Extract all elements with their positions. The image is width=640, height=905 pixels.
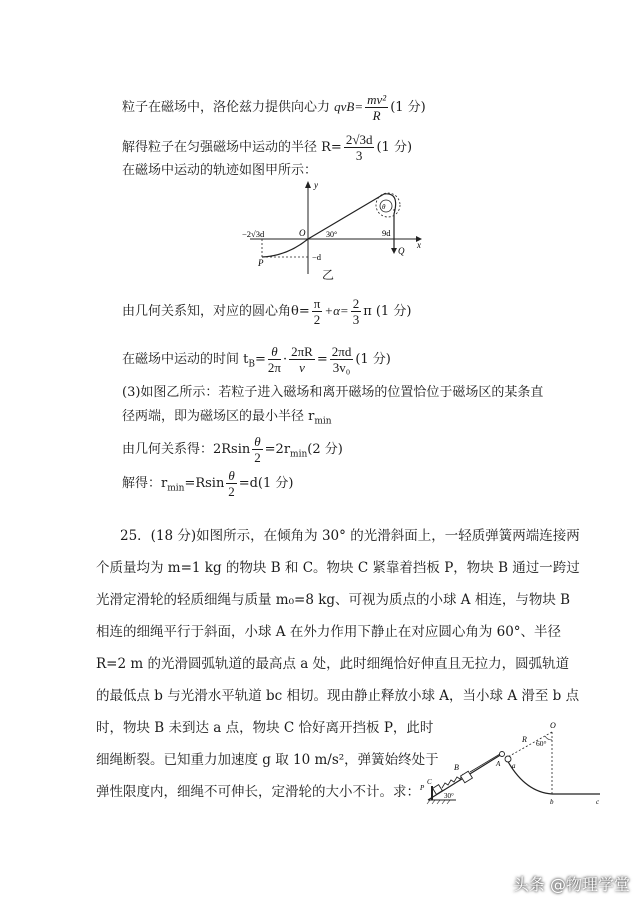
block-c bbox=[433, 785, 443, 795]
fraction bbox=[344, 132, 375, 163]
label-60: 60° bbox=[536, 739, 547, 748]
ball-a bbox=[505, 756, 511, 762]
fraction bbox=[226, 468, 236, 499]
y-axis-arrow bbox=[305, 181, 311, 188]
problem-line: 的最低点 b 与光滑水平轨道 bc 相切。现由静止释放小球 A，当小球 A 滑至 b 点 bbox=[96, 688, 580, 704]
numerator: 2πR bbox=[291, 344, 313, 359]
line-text: 由几何关系知，对应的圆心角θ= bbox=[122, 304, 310, 319]
operator: =2r bbox=[264, 442, 291, 457]
problem-line: 25．(18 分)如图所示，在倾角为 30° 的光滑斜面上，一轻质弹簧两端连接两 bbox=[120, 528, 580, 544]
line-tail: π (1 分) bbox=[363, 304, 412, 319]
label-b-block: B bbox=[454, 763, 459, 772]
line-text: 解得：r bbox=[122, 476, 168, 491]
angle-label: 30° bbox=[326, 230, 338, 239]
solution-line-8 bbox=[122, 434, 343, 465]
operator: +α= bbox=[324, 303, 349, 318]
label-o: O bbox=[550, 721, 556, 730]
score: (1 分) bbox=[376, 140, 413, 155]
y-label: y bbox=[314, 180, 318, 190]
straight-path bbox=[308, 194, 384, 239]
subscript: min bbox=[314, 416, 332, 427]
problem-line: 细绳断裂。已知重力加速度 g 取 10 m/s²，弹簧始终处于 bbox=[96, 752, 439, 768]
denominator: 3 bbox=[352, 312, 360, 327]
solution-line-5 bbox=[122, 344, 391, 375]
problem-line: R=2 m 的光滑圆弧轨道的最高点 a 处，此时细绳恰好伸直且无拉力，圆弧轨道 bbox=[96, 656, 570, 672]
trajectory-figure bbox=[242, 178, 432, 278]
denominator: 2π bbox=[267, 360, 281, 375]
x-end-label: 9d bbox=[382, 228, 391, 238]
line-text: 径两端，即为磁场区的最小半径 r bbox=[122, 409, 315, 424]
exit-arrow bbox=[391, 248, 397, 254]
solution-line-7 bbox=[122, 408, 332, 431]
label-c-point: c bbox=[596, 798, 600, 806]
line-text: 粒子在磁场中，洛伦兹力提供向心力 bbox=[122, 100, 335, 115]
neg-d-label: −d bbox=[312, 252, 322, 262]
operator: = bbox=[316, 352, 328, 367]
subscript: min bbox=[290, 449, 308, 460]
parabolic-path bbox=[262, 239, 308, 257]
operator: =Rsin bbox=[184, 476, 225, 491]
spring bbox=[442, 774, 463, 788]
fraction-1 bbox=[268, 344, 281, 375]
watermark: 头条 @物理学堂 bbox=[512, 875, 630, 894]
numerator: mv² bbox=[367, 92, 387, 107]
operator: = bbox=[254, 352, 266, 367]
fraction-1 bbox=[312, 296, 323, 327]
pulley bbox=[500, 752, 505, 757]
label-c: C bbox=[427, 778, 432, 786]
figure-caption: 乙 bbox=[322, 268, 335, 282]
subscript: min bbox=[167, 483, 185, 494]
label-a-point: a bbox=[512, 762, 516, 770]
ground-hatching bbox=[427, 800, 450, 804]
score: (2 分) bbox=[307, 442, 343, 457]
denominator: v bbox=[299, 360, 305, 375]
incline-figure bbox=[418, 718, 606, 808]
solution-line-2 bbox=[122, 132, 412, 163]
problem-line: 相连的细绳平行于斜面，小球 A 在外力作用下静止在对应圆心角为 60°、半径 bbox=[96, 624, 562, 640]
point-q-label: Q bbox=[398, 246, 405, 256]
x-label: x bbox=[417, 240, 421, 250]
equation-lhs: qvB= bbox=[334, 99, 364, 114]
problem-line: 时，物块 B 未到达 a 点，物块 C 恰好离开挡板 P，此时 bbox=[96, 720, 434, 736]
denominator: R bbox=[372, 108, 381, 123]
numerator: θ bbox=[254, 434, 261, 449]
problem-line: 弹性限度内，细绳不可伸长，定滑轮的大小不计。求： bbox=[96, 784, 420, 800]
fraction-2 bbox=[351, 296, 362, 327]
numerator: θ bbox=[268, 344, 281, 360]
solution-line-6: (3)如图乙所示：若粒子进入磁场和离开磁场的位置恰位于磁场区的某条直 bbox=[122, 385, 544, 400]
dot-operator: · bbox=[282, 352, 288, 367]
label-r: R bbox=[522, 735, 527, 744]
label-b-point: b bbox=[550, 798, 554, 806]
label-p: P bbox=[420, 784, 425, 792]
subscript: B bbox=[248, 359, 255, 370]
problem-line: 个质量均为 m=1 kg 的物块 B 和 C。物块 C 紧靠着挡板 P，物块 B 通过一跨过 bbox=[96, 560, 580, 576]
theta-label: θ bbox=[382, 203, 386, 211]
score: (1 分) bbox=[355, 352, 391, 367]
solution-line-9 bbox=[122, 468, 293, 499]
solution-line-3: 在磁场中运动的轨迹如图甲所示： bbox=[122, 163, 318, 178]
origin-label: O bbox=[299, 228, 306, 238]
fraction bbox=[252, 434, 262, 465]
numerator: π bbox=[313, 296, 321, 311]
line-text: 在磁场中运动的时间 t bbox=[122, 352, 249, 367]
point-p-label: P bbox=[258, 258, 264, 268]
denominator: 2 bbox=[228, 484, 235, 499]
score: (1 分) bbox=[390, 100, 426, 115]
numerator: θ bbox=[228, 468, 235, 483]
numerator: 2πd bbox=[331, 344, 352, 359]
fraction-3 bbox=[330, 344, 354, 375]
fraction bbox=[365, 92, 388, 123]
denominator: 3 bbox=[355, 148, 363, 163]
numerator: 2√3d bbox=[345, 132, 373, 147]
line-text: 由几何关系得：2Rsin bbox=[122, 442, 251, 457]
label-a-ball: A bbox=[496, 760, 501, 768]
problem-line: 光滑定滑轮的轻质细绳与质量 m₀=8 kg、可视为质点的小球 A 相连，与物块 B bbox=[96, 592, 571, 608]
denominator: 3v₀ bbox=[332, 360, 351, 375]
label-30: 30° bbox=[444, 792, 454, 800]
fraction-2 bbox=[289, 344, 315, 375]
line-text: 解得粒子在匀强磁场中运动的半径 R= bbox=[122, 140, 342, 155]
solution-line-1 bbox=[122, 92, 426, 123]
numerator: 2 bbox=[352, 296, 360, 311]
solution-line-4 bbox=[122, 296, 411, 327]
line-tail: =d(1 分) bbox=[238, 476, 294, 491]
denominator: 2 bbox=[313, 312, 321, 327]
denominator: 2 bbox=[254, 450, 261, 465]
neg-x-label: −2√3d bbox=[242, 229, 265, 239]
